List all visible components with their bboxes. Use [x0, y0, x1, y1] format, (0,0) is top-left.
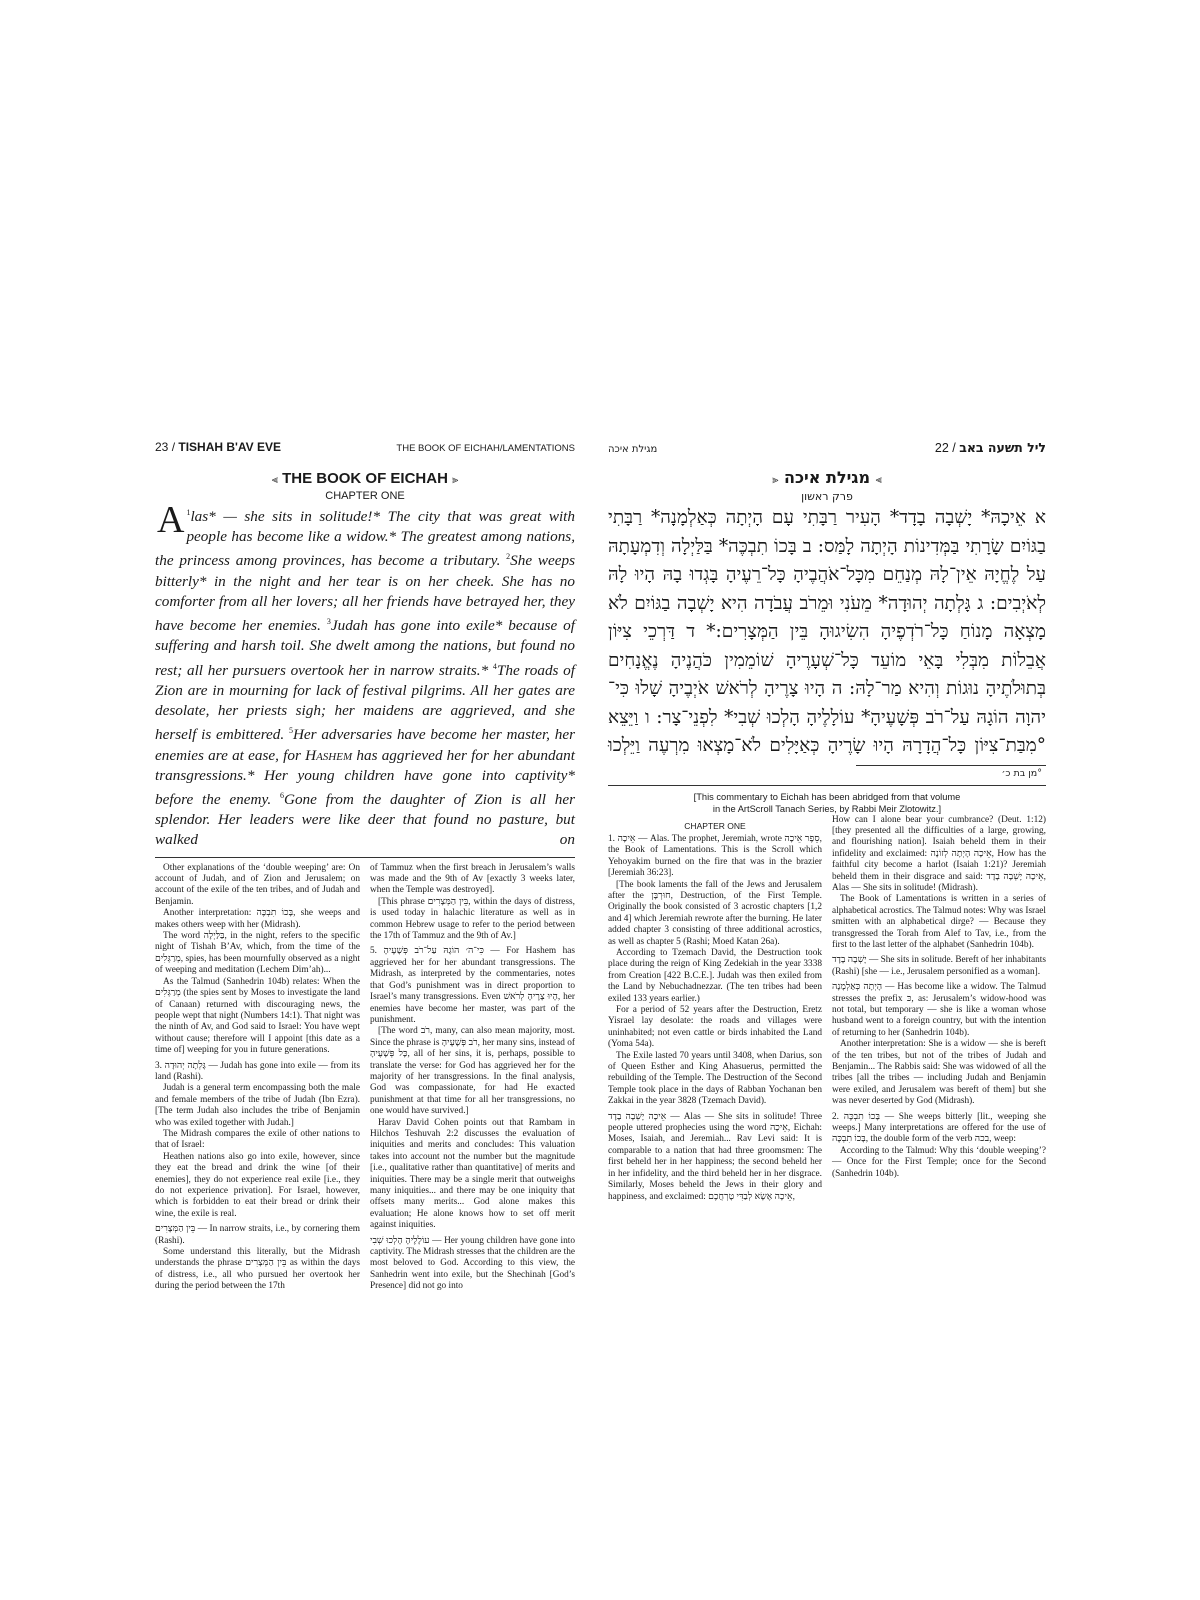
commentary-paragraph: Another interpretation: She is a widow — she is bereft of the ten tribes, but not of the tribes of Judah and Benjamin... The Rabbis said: She was widowed of all the tribes [all the tribes — including Judah and Benjamin were exiled, and Jerusalem was bereft of them] but she was never deserted by God (Midrash). — [832, 1039, 1046, 1107]
running-head-left — [155, 440, 575, 456]
commentary-paragraph: The Book of Lamentations is written in a series of alphabetical acrostics. The Talmud notes: Why was Israel smitten with an alphabetical dirge? — Because they transgressed the Torah from Alef to Tav, i.e., from the first to the last letter of the alphabet (Sanhedrin 104b). — [832, 894, 1046, 950]
ornament-right-icon: ⫸ — [452, 474, 459, 486]
verse-2: She weeps bitterly* in the night and her tear is on her cheek. She has no comforter from all her lovers; all her friends have betrayed her, they have become her enemies. — [155, 552, 576, 635]
commentary-paragraph: Judah is a general term encompassing both the male and female members of the tribe of Judah (Ibn Ezra). [The term Judah also includes the tribe of Benjamin who was exiled together with Judah.] — [155, 1083, 360, 1128]
commentary-paragraph: Another interpretation: בָּכוֹ תִבְכֶּה, she weeps and makes others weep with her (Midrash). — [155, 908, 360, 930]
commentary-paragraph: How can I alone bear your cumbrance? (Deut. 1:12) [they presented all the difficulties of a large, growing, and flourishing nation]. Isaiah beheld them in their infidelity and exclaimed: אֵיכָה הָיְתָה לְזוֹנָה, How has the faithful city become a harlot (Isaiah 1:21)? Jeremiah beheld them in their disgrace and said: אֵיכָה יָשְׁבָה בָדָד, Alas — She sits in solitude! (Midrash). — [832, 814, 1046, 893]
divine-name: Hashem — [305, 746, 353, 764]
commentary-paragraph: [This phrase בֵּין הַמְּצָרִים, within the days of distress, is used today in halachic literature as well as in common Hebrew usage to refer to the period between the 17th of Tammuz and the 9th of Av.] — [370, 896, 575, 942]
verse-5: Her adversaries have become her master, her enemies are at ease, for Hashem has aggrieved her for her abundant transgressions.* Her young children have gone into captivity* before the enemy. — [155, 726, 575, 809]
commentary-paragraph: Harav David Cohen points out that Rambam in Hilchos Teshuvah 2:2 discusses the evaluation of iniquities and merits and concludes: This valuation takes into account not the number but the magnitude [i.e., qualitative rather than quantitative] of merits and iniquities. There may be a single merit that outweighs many iniquities... and there may be one iniquity that offsets many merits... God alone makes this evaluation; He alone knows how to set off merit against iniquities. — [370, 1117, 575, 1231]
page-number: 23 — [155, 440, 169, 454]
book-running-title-hebrew: מגילת איכה — [608, 444, 658, 455]
hebrew-line: א אֵיכָהּ* יָשְׁבָה בָדָד* הָעִיר רַבָּתִי עָם הָיְתָה כְּאַלְמָנָה* רַבָּתִי — [608, 507, 1046, 528]
hebrew-line: לְאֹיְבִים: ג גָּלְתָה יְהוּדָה* מֵעֹנִי וּמֵרֹב עֲבֹדָה הִיא יָשְׁבָה בַגּוֹיִם לֹא — [608, 592, 1046, 614]
commentary-paragraph: בֵּין הַמְּצָרִים — In narrow straits, i.e., by cornering them (Rashi). — [155, 1224, 360, 1246]
running-head-right — [608, 440, 1046, 456]
commentary-paragraph: According to Tzemach David, the Destruction took place during the reign of King Zedekiah in the year 3338 from Creation [422 B.C.E.]. Judah was then exiled from the Land by Nebuchadnezzar. (The ten tribes had been exiled 133 years earlier.) — [608, 947, 822, 1004]
commentary-paragraph: הָיְתָה כְּאַלְמָנָה — Has become like a widow. The Talmud stresses the prefix כּ, as: Jerusalem’s widow-hood was not total, but temporary — she is like a woman whose husband went to a foreign country, but with the intention of returning to her (Sanhedrin 104b). — [832, 982, 1047, 1038]
section-title-hebrew: ליל תשעה באב — [959, 440, 1046, 455]
verse-text-english: $^1$ A las* — she sits in solitude!* The city that was great with people has become like a widow.* The greatest among nations, the princess among provinces, has become a tributary. $^2$She weeps bitterly* in the night and her tear is on her cheek. She has no comforter from all her lovers; all her friends have betrayed her, they have become her enemies. $^3$Judah has gone into exile* because of suffering and harsh toil. She dwelt among the nations, but found no rest; all her pursuers overtook her in narrow straits.* $^4$The roads of Zion are in mourning for lack of festival pilgrims. All her gates are desolate, her priests sigh; her maidens are aggrieved, and she herself is embittered. $^5$Her adversaries have become her master, her enemies are at ease, for Hashem has aggrieved her for her abundant transgressions.* Her young children have gone into captivity* before the enemy. $^6$Gone from the daughter of Zion is all her splendor. Her leaders were like deer that found no pasture, but walked on — [155, 499, 576, 849]
commentary-paragraph: 5. כִּי־ה׳ הוֹגָהּ עַל־רֹב פְּשָׁעֶיהָ — For Hashem has aggrieved her for her abundant transgressions. The Midrash, as interpreted by the commentaries, notes that God’s punishment was in direct proportion to Israel’s many transgressions. Even הָיוּ צָרֶיהָ לְרֹאשׁ, her enemies have become her master, was part of the punishment. — [370, 946, 575, 1025]
hebrew-line: בַגּוֹיִם שָׂרָתִי בַּמְּדִינוֹת הָיְתָה לָמַּס: ב בָּכוֹ תִבְכֶּה* בַּלַּיְלָה וְדִמְעָתָהּ — [608, 535, 1046, 557]
commentary-paragraph: אֵיכָה יָשְׁבָה בָדָד — Alas — She sits in solitude! Three people uttered prophecies using the word אֵיכָה, Eichah: Moses, Isaiah, and Jeremiah... Rav Levi said: It is comparable to a nation that had three groomsmen: The first beheld her in her happiness; the second beheld her in her infidelity, and the third beheld her in her disgrace. Similarly, Moses beheld the Jews in their glory and happiness, and exclaimed: אֵיכָה אֶשָׂא לְבַדִּי טָרְחֲכֶם, — [608, 1111, 823, 1202]
textual-note: °מן בת כ׳ — [1001, 767, 1042, 779]
commentary-paragraph: The Midrash compares the exile of other nations to that of Israel: — [155, 1128, 360, 1151]
page-number: 22 — [934, 441, 949, 455]
commentary-paragraph: עוֹלָלֶיהָ הָלְכוּ שְׁבִי — Her young children have gone into captivity. The Midrash stresses that the children are the most beloved to God. According to this view, the Sanhedrin went into exile, but the Shechinah [God’s Presence] did not go into — [370, 1235, 575, 1292]
book-running-title: THE BOOK OF EICHAH/LAMENTATIONS — [396, 443, 575, 454]
hebrew-line: עַל לֶחֱיָהּ אֵין־לָהּ מְנַחֵם מִכָּל־אֹהֲבֶיהָ כָּל־רֵעֶיהָ בָּגְדוּ בָהּ הָיוּ לָהּ — [608, 564, 1046, 585]
commentary-paragraph: Other explanations of the ‘double weeping’ are: On account of Judah, and of Zion and Jerusalem; on account of the exile of the ten tribes, and of Judah and Benjamin. — [155, 862, 360, 907]
hebrew-line: מָצְאָה מָנוֹחַ כָּל־רֹדְפֶיהָ הִשִׂיגוּהָ בֵּין הַמְּצָרִים:* ד דַּרְכֵי צִיּוֹן — [608, 621, 1046, 642]
commentary-paragraph: Heathen nations also go into exile, however, since they eat the bread and drink the wine [of their enemies], they do not experience real exile [i.e., they do not experience privation]. For Israel, however, which is forbidden to eat their bread or drink their wine, the exile is real. — [155, 1151, 360, 1219]
verse-1: las* — she sits in solitude!* The city that was great with people has become like a widow.* The greatest among nations, the princess among provinces, has become a tributary. — [155, 508, 575, 570]
ornament-left-icon: ⫷ — [772, 473, 779, 486]
commentary-column-2 — [370, 863, 575, 1293]
commentary-paragraph: The word בַּלַּיְלָה, in the night, refers to the specific night of Tishah B’Av, which, from the time of the מְרַגְּלִים, spies, has been mournfully observed as a night of weeping and meditation (Lechem Dim’ah)... — [155, 931, 360, 976]
note-divider — [856, 765, 1046, 766]
page-header-right: 22 / ליל תשעה באב — [934, 440, 1046, 455]
commentary-paragraph: [The book laments the fall of the Jews and Jerusalem after the חוּרְבָּן, Destruction, of the First Temple. Originally the book consisted of 3 acrostic chapters [1,2 and 4] which Jeremiah rewrote after the burning. He later added chapter 3 consisting of three additional acrostics, as well as chapter 5 (Rashi; Moed Katan 26a). — [608, 879, 822, 947]
commentary-paragraph: Some understand this literally, but the Midrash understands the phrase בֵּין הַמְּצָרִים as within the days of distress, i.e., all who pursued her overtook her during the period between the 17th — [155, 1247, 360, 1292]
drop-cap: A — [157, 499, 185, 541]
verse-6: Gone from the daughter of Zion is all her splendor. Her leaders were like deer that found no pasture, but walked on — [155, 791, 576, 849]
commentary-paragraph: As the Talmud (Sanhedrin 104b) relates: When the מְרַגְּלִים (the spies sent by Moses to investigate the land of Canaan) returned with discouraging news, the people wept that night (Numbers 14:1). That night was the ninth of Av, and God said to Israel: You have wept without cause; therefore will I appoint [this date as a time of] weeping for you in future generations. — [155, 976, 360, 1056]
commentary-paragraph: יָשְׁבָה בָדָד — She sits in solitude. Bereft of her inhabitants (Rashi) [she — i.e., Jerusalem personified as a woman]. — [832, 955, 1046, 977]
book-title-hebrew: ⫸ מגילת איכה ⫷ — [772, 468, 882, 487]
page-header-left: 23 / TISHAH B'AV EVE — [155, 440, 282, 454]
abridgment-note: [This commentary to Eichah has been abridged from that volume in the ArtScroll Tanach Series, by Rabbi Meir Zlotowitz.] — [693, 791, 961, 814]
hebrew-line: בְּתוּלֹתֶיהָ נוּגוֹת וְהִיא מַר־לָהּ: ה הָיוּ צָרֶיהָ לְרֹאשׁ אֹיְבֶיהָ שָׁלוּ כִּי־ — [608, 678, 1046, 699]
commentary-paragraph: 1. אֵיכָה — Alas. The prophet, Jeremiah, wrote סֵפֶר אֵיכָה, the Book of Lamentations. This is the Scroll which Yehoyakim burned on the fire that was in the brazier [Jeremiah 36:23]. — [608, 833, 822, 879]
verse-3: Judah has gone into exile* because of suffering and harsh toil. She dwelt among the nations, but found no rest; all her pursuers overtook her in narrow straits.* — [155, 617, 575, 679]
commentary-paragraph: For a period of 52 years after the Destruction, Eretz Yisrael lay desolate: the roads and villages were uninhabited; not even cattle or birds inhabited the Land (Yoma 54a). — [608, 1005, 822, 1050]
hebrew-line: יהוָה הוֹגָהּ עַל־רֹב פְּשָׁעֶיהָ* עוֹלָלֶיהָ הָלְכוּ שְׁבִי* לִפְנֵי־צָר: ו וַיֵּצֵא — [608, 706, 1046, 728]
section-title: TISHAH B'AV EVE — [178, 440, 282, 454]
commentary-paragraph: According to the Talmud: Why this ‘double weeping’? — Once for the First Temple; once for the Second (Sanhedrin 104b). — [832, 1145, 1046, 1179]
chapter-heading-hebrew: פרק ראשון — [801, 490, 853, 503]
hebrew-line: °מִבַּת־צִיּוֹן כָּל־הֲדָרָהּ הָיוּ שָׂרֶיהָ כְּאַיָּלִים לֹא־מָצְאוּ מִרְעֶה וַיֵּלְכוּ — [608, 735, 1046, 756]
left-page-english — [155, 440, 575, 1293]
divider — [608, 785, 1046, 786]
verse-4: The roads of Zion are in mourning for lack of festival pilgrims. All her gates are desolate, her priests sigh; her maidens are aggrieved, and she herself is embittered. — [155, 661, 575, 744]
verse-text-hebrew — [608, 504, 1046, 761]
commentary-column-1 — [155, 863, 360, 1293]
commentary-paragraph: 3. גָּלְתָה יְהוּדָה — Judah has gone into exile — from its land (Rashi). — [155, 1060, 361, 1082]
book-title: ⫷ THE BOOK OF EICHAH ⫸ — [271, 470, 459, 487]
commentary-column-2 — [832, 815, 1046, 1203]
commentary-paragraph: of Tammuz when the first breach in Jerusalem’s walls was made and the 9th of Av [exactly 3 weeks later, when the Temple was destroyed]. — [370, 862, 575, 896]
divider — [155, 857, 575, 858]
hebrew-line: אֲבֵלוֹת מִבְּלִי בָּאֵי מוֹעֵד כָּל־שְׁעָרֶיהָ שׁוֹמֵמִין כֹּהֲנֶיהָ נֶאֱנָחִים — [608, 649, 1046, 671]
ornament-left-icon: ⫷ — [271, 474, 278, 486]
commentary-english — [155, 863, 575, 1293]
commentary-paragraph: [The word רֹב, many, can also mean majority, most. Since the phrase is רֹב פְּשָׁעֶיהָ, her many sins, instead of כָּל פְּשָׁעֶיהָ, all of her sins, it is, perhaps, possible to translate the verse: for God has aggrieved her for the majority of her transgressions. In the final analysis, God was compassionate, for had He exacted punishment at that time for all her transgressions, no one would have survived.] — [370, 1026, 576, 1117]
right-page-hebrew — [608, 440, 1046, 1203]
commentary-paragraph: The Exile lasted 70 years until 3408, when Darius, son of Queen Esther and King Ahasuerus, permitted the rebuilding of the Temple. The Destruction of the Second Temple took place in the days of Rabban Yochanan ben Zakkai in the year 3828 (Tzemach David). — [608, 1050, 822, 1107]
commentary-column-1 — [608, 815, 822, 1203]
commentary-chapter-heading: CHAPTER ONE — [684, 820, 746, 831]
chapter-heading: CHAPTER ONE — [325, 490, 405, 502]
ornament-right-icon: ⫸ — [875, 473, 882, 486]
commentary-english-right — [608, 815, 1046, 1203]
commentary-paragraph: 2. בָּכוֹ תִבְכֶּה — She weeps bitterly [lit., weeping she weeps.] Many interpretations are offered for the use of בָּכוֹ תִבְכֶּה, the double form of the verb בכה, weep: — [832, 1111, 1046, 1145]
